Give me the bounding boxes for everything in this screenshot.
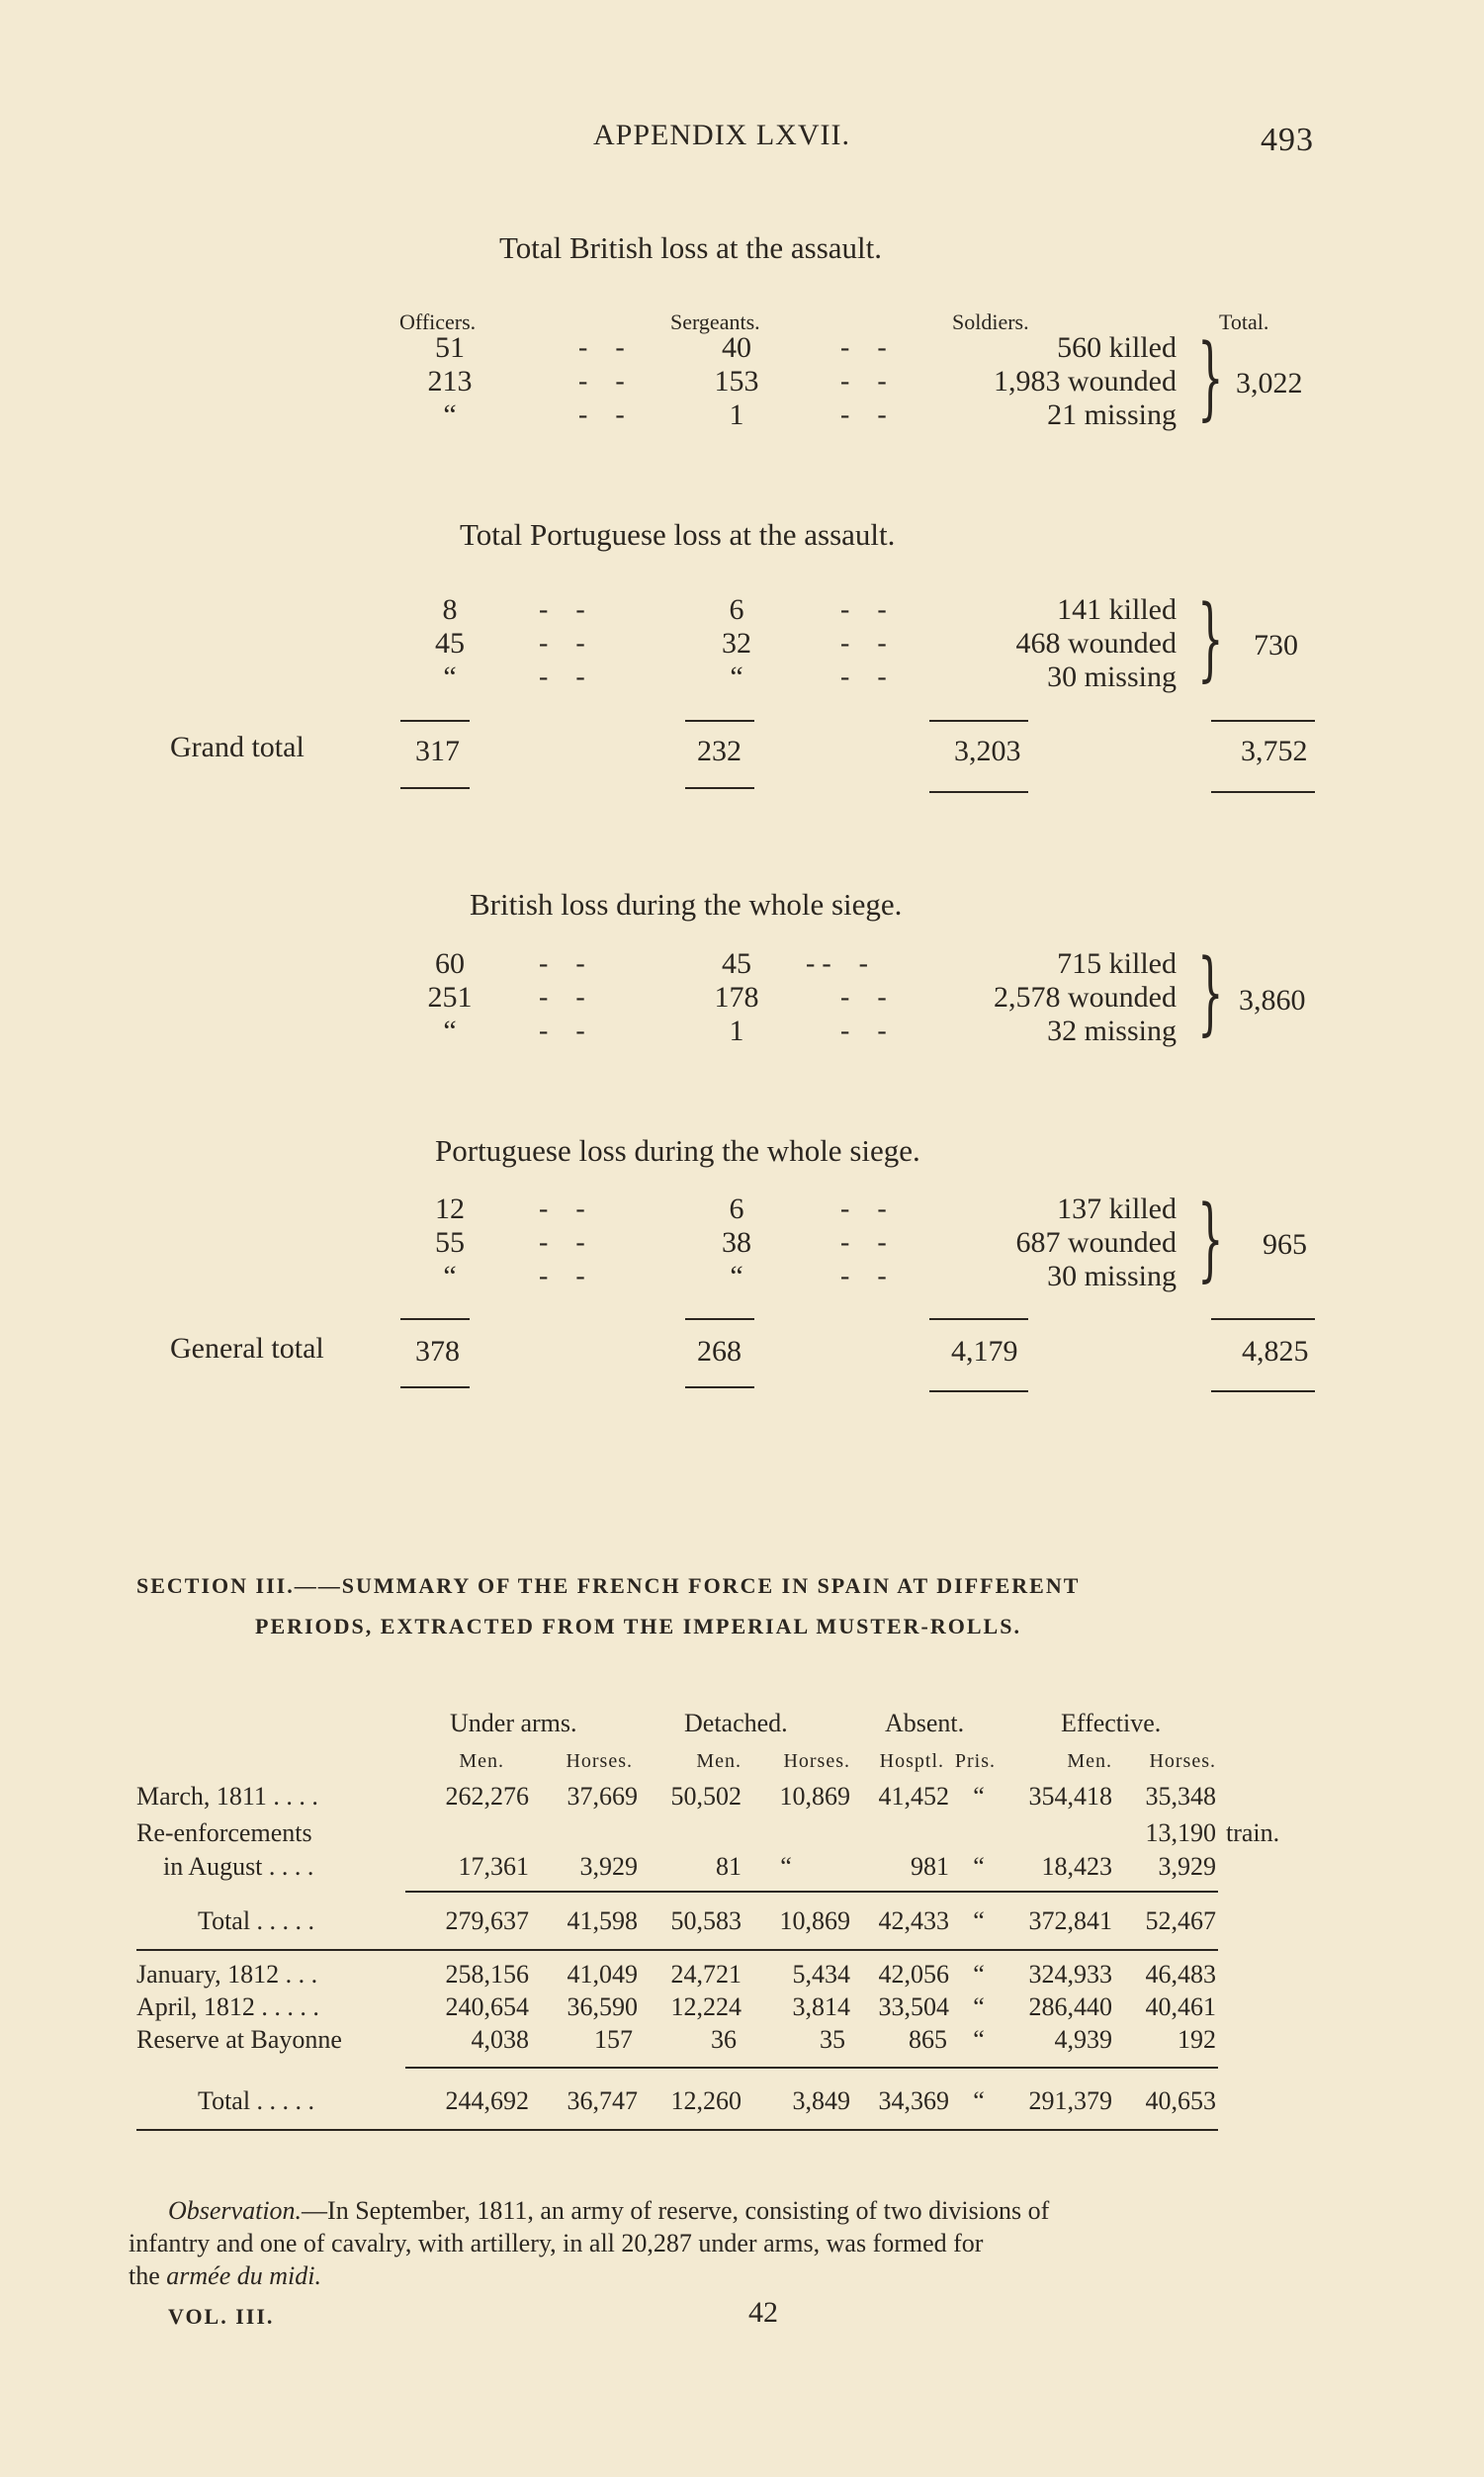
col-sergeants: Sergeants. xyxy=(670,310,760,334)
soldiers-cell: 2,578 wounded xyxy=(994,981,1177,1014)
table-cell: 244,692 xyxy=(445,2086,529,2115)
table-cell: 157 xyxy=(594,2025,633,2054)
table-cell: 41,452 xyxy=(878,1782,949,1811)
officers-cell: “ xyxy=(443,398,457,431)
volume-label: VOL. III. xyxy=(168,2304,275,2329)
sum-rule xyxy=(929,720,1028,722)
table-cell: 36 xyxy=(711,2025,737,2054)
subhead: Men. xyxy=(1067,1750,1112,1772)
sum-rule xyxy=(929,791,1028,793)
table-cell: 41,598 xyxy=(567,1906,638,1935)
officers-cell: 213 xyxy=(427,365,473,398)
table-cell: 192 xyxy=(1178,2025,1216,2054)
group-header: Under arms. xyxy=(450,1709,577,1737)
subhead: Horses. xyxy=(566,1750,633,1772)
leader-dashes: - - xyxy=(539,628,585,659)
right-brace: } xyxy=(1197,585,1224,691)
table-cell: 52,467 xyxy=(1145,1906,1216,1935)
subhead: Horses. xyxy=(783,1750,850,1772)
table-cell: “ xyxy=(780,1852,792,1881)
row-label: March, 1811 . . . . xyxy=(136,1782,318,1811)
officers-cell: 51 xyxy=(435,331,465,364)
table-cell: 40,461 xyxy=(1145,1992,1216,2021)
british-siege-title: British loss during the whole siege. xyxy=(470,887,903,922)
col-officers: Officers. xyxy=(399,310,477,334)
table-rule xyxy=(405,1891,1218,1893)
table-cell: 35,348 xyxy=(1145,1782,1216,1811)
leader-dashes: - - xyxy=(840,366,887,397)
soldiers-cell: 21 missing xyxy=(1047,398,1177,431)
sum-rule xyxy=(929,1390,1028,1392)
sum-rule xyxy=(1211,1318,1315,1320)
leader-dashes: - - xyxy=(539,982,585,1013)
table-cell: 3,814 xyxy=(792,1992,850,2021)
sum-rule xyxy=(929,1318,1028,1320)
leader-dashes: - - xyxy=(539,1261,585,1291)
general-total-officers: 378 xyxy=(415,1335,460,1368)
row-label: April, 1812 . . . . . xyxy=(136,1992,319,2021)
leader-dashes: - - xyxy=(539,1016,585,1046)
table-cell: “ xyxy=(973,1852,985,1881)
table-cell: 41,049 xyxy=(567,1960,638,1989)
sergeants-cell: 6 xyxy=(729,593,744,626)
signature-mark: 42 xyxy=(748,2296,778,2329)
soldiers-cell: 141 killed xyxy=(1057,593,1177,626)
subhead: Pris. xyxy=(954,1750,996,1772)
sum-rule xyxy=(685,787,754,789)
soldiers-cell: 1,983 wounded xyxy=(994,365,1177,398)
table-cell: 50,583 xyxy=(670,1906,742,1935)
leader-dashes: - - xyxy=(539,948,585,979)
leader-dashes: - - xyxy=(840,1261,887,1291)
officers-cell: “ xyxy=(443,1015,457,1047)
sum-rule xyxy=(400,1318,470,1320)
table-cell: 10,869 xyxy=(779,1782,850,1811)
subhead: Men. xyxy=(459,1750,504,1772)
table-rule xyxy=(136,2129,1218,2131)
soldiers-cell: 715 killed xyxy=(1057,947,1177,980)
table-cell: “ xyxy=(973,1960,985,1989)
table-cell: “ xyxy=(973,2086,985,2115)
leader-dashes: - - - xyxy=(806,948,868,979)
row-label: Reserve at Bayonne xyxy=(136,2025,342,2054)
table-cell: 981 xyxy=(911,1852,949,1881)
table-cell: 865 xyxy=(909,2025,947,2054)
sum-rule xyxy=(685,1318,754,1320)
table-cell: 5,434 xyxy=(792,1960,850,1989)
british-assault-title: Total British loss at the assault. xyxy=(499,230,883,265)
general-total-soldiers: 4,179 xyxy=(951,1335,1018,1368)
officers-cell: “ xyxy=(443,661,457,693)
sum-rule xyxy=(1211,720,1315,722)
subhead: Horses. xyxy=(1149,1750,1216,1772)
table-cell: 50,502 xyxy=(670,1782,742,1811)
leader-dashes: - - xyxy=(539,1227,585,1258)
table-cell: 37,669 xyxy=(567,1782,638,1811)
sergeants-cell: 32 xyxy=(722,627,751,660)
table-cell: 3,929 xyxy=(579,1852,638,1881)
table-cell: 324,933 xyxy=(1028,1960,1112,1989)
table-cell: 372,841 xyxy=(1028,1906,1112,1935)
table-cell: “ xyxy=(973,1782,985,1811)
table-cell: 36,590 xyxy=(567,1992,638,2021)
table-cell: “ xyxy=(973,1906,985,1935)
group-total: 3,022 xyxy=(1236,367,1303,399)
table-cell: 12,224 xyxy=(670,1992,742,2021)
portuguese-assault-title: Total Portuguese loss at the assault. xyxy=(460,517,896,552)
table-cell: 46,483 xyxy=(1145,1960,1216,1989)
table-cell: 291,379 xyxy=(1028,2086,1112,2115)
soldiers-cell: 32 missing xyxy=(1047,1015,1177,1047)
sergeants-cell: 178 xyxy=(714,981,759,1014)
table-cell: 42,056 xyxy=(878,1960,949,1989)
group-total: 3,860 xyxy=(1239,984,1306,1017)
table-cell: 35 xyxy=(820,2025,845,2054)
general-total-label: General total xyxy=(170,1332,324,1365)
officers-cell: “ xyxy=(443,1260,457,1292)
sum-rule xyxy=(400,787,470,789)
leader-dashes: - - xyxy=(840,594,887,625)
table-cell: “ xyxy=(973,1992,985,2021)
sum-rule xyxy=(400,1386,470,1388)
leader-dashes: - - xyxy=(840,332,887,363)
table-cell: 17,361 xyxy=(458,1852,529,1881)
table-cell: 13,190 xyxy=(1145,1818,1216,1847)
grand-total-officers: 317 xyxy=(415,735,460,767)
table-cell: 10,869 xyxy=(779,1906,850,1935)
sergeants-cell: 45 xyxy=(722,947,751,980)
row-label: January, 1812 . . . xyxy=(136,1960,318,1989)
grand-total-sergeants: 232 xyxy=(697,735,742,767)
table-cell: 279,637 xyxy=(445,1906,529,1935)
leader-dashes: - - xyxy=(539,594,585,625)
sum-rule xyxy=(685,720,754,722)
sum-rule xyxy=(685,1386,754,1388)
col-total: Total. xyxy=(1219,310,1269,334)
table-cell: 81 xyxy=(716,1852,742,1881)
sergeants-cell: “ xyxy=(730,1260,743,1292)
right-brace: } xyxy=(1197,324,1224,430)
leader-dashes: - - xyxy=(840,1227,887,1258)
group-header: Absent. xyxy=(885,1709,965,1737)
sergeants-cell: 153 xyxy=(714,365,759,398)
sum-rule xyxy=(400,720,470,722)
leader-dashes: - - xyxy=(840,1194,887,1224)
sergeants-cell: 38 xyxy=(722,1226,751,1259)
page-number: 493 xyxy=(1261,122,1314,158)
sergeants-cell: 6 xyxy=(729,1193,744,1225)
table-cell: 40,653 xyxy=(1145,2086,1216,2115)
sergeants-cell: 1 xyxy=(729,1015,744,1047)
table-cell: 286,440 xyxy=(1028,1992,1112,2021)
table-cell: 262,276 xyxy=(445,1782,529,1811)
general-total-sergeants: 268 xyxy=(697,1335,742,1368)
soldiers-cell: 137 killed xyxy=(1057,1193,1177,1225)
leader-dashes: - - xyxy=(539,1194,585,1224)
officers-cell: 251 xyxy=(427,981,473,1014)
portuguese-siege-title: Portuguese loss during the whole siege. xyxy=(435,1133,920,1168)
row-label: in August . . . . xyxy=(163,1852,314,1881)
group-total: 965 xyxy=(1263,1228,1307,1261)
right-brace: } xyxy=(1197,939,1224,1045)
leader-dashes: - - xyxy=(840,662,887,692)
table-cell-note: train. xyxy=(1226,1818,1280,1847)
table-cell: 18,423 xyxy=(1041,1852,1112,1881)
group-total: 730 xyxy=(1254,629,1298,662)
row-label: Re-enforcements xyxy=(136,1818,312,1847)
leader-dashes: - - xyxy=(840,1016,887,1046)
table-cell: 3,929 xyxy=(1158,1852,1216,1881)
soldiers-cell: 687 wounded xyxy=(1015,1226,1177,1259)
group-header: Effective. xyxy=(1061,1709,1162,1737)
right-brace: } xyxy=(1197,1186,1224,1291)
table-rule xyxy=(405,2067,1218,2069)
table-cell: 36,747 xyxy=(567,2086,638,2115)
general-total-total: 4,825 xyxy=(1242,1335,1309,1368)
officers-cell: 55 xyxy=(435,1226,465,1259)
table-cell: 42,433 xyxy=(878,1906,949,1935)
table-cell: 4,038 xyxy=(471,2025,529,2054)
row-label: Total . . . . . xyxy=(198,2086,315,2115)
row-label: Total . . . . . xyxy=(198,1906,315,1935)
soldiers-cell: 30 missing xyxy=(1047,661,1177,693)
grand-total-total: 3,752 xyxy=(1241,735,1308,767)
running-header: APPENDIX LXVII. xyxy=(593,119,850,151)
soldiers-cell: 30 missing xyxy=(1047,1260,1177,1292)
table-cell: 34,369 xyxy=(878,2086,949,2115)
table-cell: 3,849 xyxy=(792,2086,850,2115)
grand-total-soldiers: 3,203 xyxy=(954,735,1021,767)
observation-line-2: infantry and one of cavalry, with artillery, in all 20,287 under arms, was formed for xyxy=(129,2229,984,2257)
table-cell: 33,504 xyxy=(878,1992,949,2021)
sum-rule xyxy=(1211,791,1315,793)
group-header: Detached. xyxy=(684,1709,788,1737)
table-cell: 4,939 xyxy=(1054,2025,1112,2054)
sergeants-cell: “ xyxy=(730,661,743,693)
soldiers-cell: 468 wounded xyxy=(1015,627,1177,660)
officers-cell: 45 xyxy=(435,627,465,660)
subhead: Hosptl. xyxy=(879,1750,944,1772)
leader-dashes: - - xyxy=(840,982,887,1013)
subhead: Men. xyxy=(696,1750,742,1772)
leader-dashes: - - xyxy=(578,332,625,363)
table-cell: 258,156 xyxy=(445,1960,529,1989)
officers-cell: 12 xyxy=(435,1193,465,1225)
soldiers-cell: 560 killed xyxy=(1057,331,1177,364)
officers-cell: 60 xyxy=(435,947,465,980)
table-cell: 12,260 xyxy=(670,2086,742,2115)
table-cell: 24,721 xyxy=(670,1960,742,1989)
leader-dashes: - - xyxy=(840,399,887,430)
sum-rule xyxy=(1211,1390,1315,1392)
leader-dashes: - - xyxy=(840,628,887,659)
observation-line-1: Observation.—In September, 1811, an army of reserve, consisting of two divisions of xyxy=(168,2196,1050,2225)
grand-total-label: Grand total xyxy=(170,731,305,763)
section-heading-line2: PERIODS, EXTRACTED FROM THE IMPERIAL MUSTER-ROLLS. xyxy=(255,1614,1021,1638)
sergeants-cell: 40 xyxy=(722,331,751,364)
leader-dashes: - - xyxy=(578,399,625,430)
leader-dashes: - - xyxy=(539,662,585,692)
table-rule xyxy=(136,1949,1218,1951)
table-cell: 354,418 xyxy=(1028,1782,1112,1811)
leader-dashes: - - xyxy=(578,366,625,397)
section-heading-line1: SECTION III.——SUMMARY OF THE FRENCH FORCE IN SPAIN AT DIFFERENT xyxy=(136,1573,1081,1598)
table-cell: “ xyxy=(973,2025,985,2054)
col-soldiers: Soldiers. xyxy=(952,310,1029,334)
observation-line-3: the armée du midi. xyxy=(129,2261,321,2290)
officers-cell: 8 xyxy=(442,593,458,626)
sergeants-cell: 1 xyxy=(729,398,744,431)
table-cell: 240,654 xyxy=(445,1992,529,2021)
